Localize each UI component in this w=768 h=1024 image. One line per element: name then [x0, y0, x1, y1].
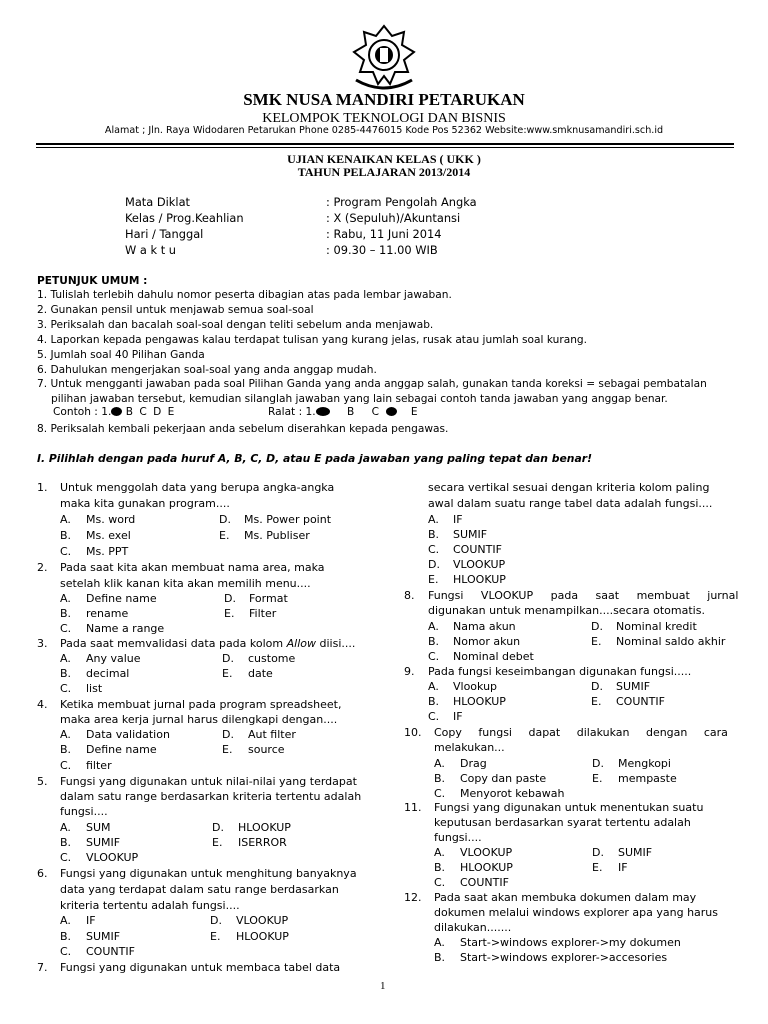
option-letter: B.	[60, 529, 72, 542]
option-letter: C.	[60, 545, 72, 558]
question-text: Fungsi yang digunakan untuk membaca tabel data	[60, 961, 341, 974]
option-letter: E.	[224, 607, 235, 620]
option-letter: E.	[428, 573, 439, 586]
option-letter: D.	[592, 846, 604, 859]
question-text: fungsi....	[60, 805, 108, 818]
question-text: maka kita gunakan program....	[60, 497, 230, 510]
option-text: Define name	[86, 592, 157, 605]
option-letter: A.	[434, 846, 445, 859]
option-text: decimal	[86, 667, 130, 680]
option-letter: A.	[60, 914, 71, 927]
option-text: Ms. word	[86, 513, 136, 526]
question-text: Untuk menggolah data yang berupa angka-angka	[60, 481, 335, 494]
option-text: SUMIF	[453, 528, 488, 541]
option-letter: A.	[60, 728, 71, 741]
option-letter: C.	[434, 876, 446, 889]
option-text: Ms. PPT	[86, 545, 129, 558]
option-text: list	[86, 682, 103, 695]
option-letter: B.	[60, 667, 72, 680]
option-text: Ms. exel	[86, 529, 131, 542]
question-number: 6.	[37, 867, 48, 880]
ralat-example	[268, 406, 418, 418]
question-text: secara vertikal sesuai dengan kriteria kolom paling	[428, 481, 710, 494]
question-text: maka area kerja jurnal harus dilengkapi dengan....	[60, 713, 338, 726]
question-text: digunakan untuk menampilkan....secara otomatis.	[428, 604, 705, 617]
option-text: Nominal debet	[453, 650, 534, 663]
option-letter: D.	[591, 680, 603, 693]
info-label: Mata Diklat	[125, 195, 191, 209]
option-letter: B.	[428, 635, 440, 648]
petunjuk-item: 3. Periksalah dan bacalah soal-soal dengan teliti sebelum anda menjawab.	[37, 319, 434, 331]
option-letter: A.	[60, 513, 71, 526]
option-letter: D.	[222, 728, 234, 741]
ralat-label: Ralat : 1.	[268, 406, 316, 418]
option-letter: E.	[222, 667, 233, 680]
school-group: KELOMPOK TEKNOLOGI DAN BISNIS	[262, 111, 506, 126]
page-number: 1	[380, 980, 386, 992]
petunjuk-item: 6. Dahulukan mengerjakan soal-soal yang anda anggap mudah.	[37, 364, 377, 376]
school-address: Alamat ; Jln. Raya Widodaren Petarukan Phone 0285-4476015 Kode Pos 52362 Website:www.smknusamandiri.sch.id	[104, 125, 664, 136]
option-text: SUM	[86, 821, 111, 834]
petunjuk-item: 2. Gunakan pensil untuk menjawab semua soal-soal	[37, 304, 314, 316]
ralat-letter: E	[410, 406, 418, 418]
question-number: 3.	[37, 637, 48, 650]
option-letter: C.	[428, 650, 440, 663]
header-rule-thick	[36, 143, 734, 145]
filled-answer-icon	[111, 407, 122, 416]
option-letter: D.	[222, 652, 234, 665]
filled-answer-icon	[316, 407, 330, 416]
info-value: : Rabu, 11 Juni 2014	[326, 227, 442, 241]
question-number: 7.	[37, 961, 48, 974]
question-text: dilakukan.......	[434, 921, 512, 934]
question-text	[60, 637, 355, 650]
option-letter: E.	[592, 772, 603, 785]
option-letter: D.	[210, 914, 222, 927]
option-text: IF	[86, 914, 96, 927]
option-text: filter	[86, 759, 112, 772]
option-text: Nama akun	[453, 620, 516, 633]
option-letter: E.	[219, 529, 230, 542]
question-text: awal dalam suatu range tabel data adalah fungsi....	[428, 497, 713, 510]
option-text: HLOOKUP	[453, 573, 506, 586]
question-text: Fungsi VLOOKUP pada saat membuat jurnal	[428, 589, 739, 602]
option-letter: E.	[591, 635, 602, 648]
option-text: Vlookup	[453, 680, 498, 693]
contoh-letters: B C D E	[125, 406, 175, 418]
question-text: Pada fungsi keseimbangan digunakan fungsi.....	[428, 665, 692, 678]
option-text: IF	[618, 861, 628, 874]
header-rule-thin	[36, 147, 734, 148]
option-text: VLOOKUP	[236, 914, 289, 927]
question-number: 11.	[404, 801, 422, 814]
info-value: : X (Sepuluh)/Akuntansi	[326, 211, 461, 225]
ralat-letter: B	[347, 406, 355, 418]
petunjuk-item: 8. Periksalah kembali pekerjaan anda sebelum diserahkan kepada pengawas.	[37, 423, 449, 435]
question-text: dokumen melalui windows explorer apa yang harus	[434, 906, 719, 919]
option-letter: C.	[60, 759, 72, 772]
option-letter: D.	[224, 592, 236, 605]
question-text: data yang terdapat dalam satu range berdasarkan	[60, 883, 339, 896]
option-text: HLOOKUP	[238, 821, 291, 834]
question-text: Pada saat akan membuka dokumen dalam may	[434, 891, 697, 904]
option-letter: C.	[60, 682, 72, 695]
option-text: Start->windows explorer->accesories	[460, 951, 668, 964]
question-text: Fungsi yang digunakan untuk nilai-nilai yang terdapat	[60, 775, 357, 788]
instruction: I. Pilihlah dengan pada huruf A, B, C, D, atau E pada jawaban yang paling tepat dan benar!	[37, 452, 592, 465]
option-text: Mengkopi	[618, 757, 671, 770]
option-letter: B.	[434, 861, 446, 874]
option-text: Format	[249, 592, 288, 605]
question-text: keputusan berdasarkan syarat tertentu adalah	[434, 816, 691, 829]
school-logo	[346, 22, 422, 96]
option-letter: B.	[434, 951, 446, 964]
question-text: melakukan...	[434, 741, 505, 754]
option-text: COUNTIF	[86, 945, 135, 958]
option-letter: B.	[60, 607, 72, 620]
option-text: rename	[86, 607, 129, 620]
info-label: Hari / Tanggal	[125, 227, 204, 241]
option-text: VLOOKUP	[86, 851, 139, 864]
option-text: Define name	[86, 743, 157, 756]
question-number: 1.	[37, 481, 48, 494]
option-letter: B.	[60, 930, 72, 943]
info-label: W a k t u	[125, 243, 177, 257]
petunjuk-item: 4. Laporkan kepada pengawas kalau terdapat tulisan yang kurang jelas, rusak atau jumlah soal kurang.	[37, 334, 588, 346]
option-text: Ms. Publiser	[244, 529, 310, 542]
option-text: COUNTIF	[616, 695, 665, 708]
option-letter: E.	[212, 836, 223, 849]
question-text: Fungsi yang digunakan untuk menghitung banyaknya	[60, 867, 357, 880]
option-letter: C.	[60, 851, 72, 864]
exam-title: UJIAN KENAIKAN KELAS ( UKK )	[287, 152, 481, 166]
option-letter: D.	[592, 757, 604, 770]
option-letter: A.	[428, 680, 439, 693]
info-label: Kelas / Prog.Keahlian	[125, 211, 244, 225]
option-letter: A.	[428, 513, 439, 526]
option-letter: A.	[434, 757, 445, 770]
question-text: Copy fungsi dapat dilakukan dengan cara	[434, 726, 728, 739]
option-text: date	[248, 667, 273, 680]
option-letter: E.	[222, 743, 233, 756]
question-number: 9.	[404, 665, 415, 678]
option-letter: C.	[434, 787, 446, 800]
question-text: Fungsi yang digunakan untuk menentukan suatu	[434, 801, 704, 814]
option-letter: E.	[210, 930, 221, 943]
petunjuk-item: pilihan jawaban tersebut, kemudian silanglah jawaban yang lain sebagai contoh tanda jawaban yang anggap benar.	[51, 393, 668, 405]
option-text: SUMIF	[618, 846, 653, 859]
option-text: VLOOKUP	[453, 558, 506, 571]
option-text: IF	[453, 513, 463, 526]
filled-answer-icon	[386, 407, 397, 416]
option-letter: E.	[591, 695, 602, 708]
option-letter: C.	[60, 945, 72, 958]
option-text: Any value	[86, 652, 141, 665]
option-text: Menyorot kebawah	[460, 787, 565, 800]
option-letter: D.	[428, 558, 440, 571]
option-text: Copy dan paste	[460, 772, 547, 785]
petunjuk-item: 1. Tulislah terlebih dahulu nomor peserta dibagian atas pada lembar jawaban.	[37, 289, 452, 301]
option-text: Filter	[249, 607, 277, 620]
info-value: : Program Pengolah Angka	[326, 195, 477, 209]
option-text: SUMIF	[86, 836, 121, 849]
option-text: custome	[248, 652, 296, 665]
option-letter: E.	[592, 861, 603, 874]
school-name: SMK NUSA MANDIRI PETARUKAN	[243, 90, 525, 109]
question-number: 10.	[404, 726, 422, 739]
option-letter: C.	[428, 543, 440, 556]
question-text-part: diisi....	[316, 637, 356, 650]
option-text: ISERROR	[238, 836, 287, 849]
option-text: Start->windows explorer->my dokumen	[460, 936, 681, 949]
option-text: SUMIF	[616, 680, 651, 693]
option-letter: D.	[591, 620, 603, 633]
option-text: COUNTIF	[453, 543, 502, 556]
option-text: Aut filter	[248, 728, 296, 741]
option-letter: B.	[60, 836, 72, 849]
question-number: 5.	[37, 775, 48, 788]
option-letter: B.	[60, 743, 72, 756]
option-text: source	[248, 743, 285, 756]
contoh-label: Contoh : 1.	[53, 406, 112, 418]
option-letter: A.	[428, 620, 439, 633]
option-letter: B.	[428, 528, 440, 541]
question-number: 2.	[37, 561, 48, 574]
question-text: dalam satu range berdasarkan kriteria tertentu adalah	[60, 790, 362, 803]
option-text: Nominal kredit	[616, 620, 697, 633]
exam-year: TAHUN PELAJARAN 2013/2014	[297, 165, 471, 179]
option-text: mempaste	[618, 772, 677, 785]
option-text: HLOOKUP	[460, 861, 513, 874]
option-letter: D.	[219, 513, 231, 526]
option-letter: D.	[212, 821, 224, 834]
option-text: Drag	[460, 757, 487, 770]
option-text: VLOOKUP	[460, 846, 513, 859]
option-text: Data validation	[86, 728, 170, 741]
option-text: HLOOKUP	[236, 930, 289, 943]
question-text: setelah klik kanan kita akan memilih menu....	[60, 577, 311, 590]
option-text: Nomor akun	[453, 635, 521, 648]
question-number: 4.	[37, 698, 48, 711]
option-letter: C.	[428, 710, 440, 723]
question-text: fungsi....	[434, 831, 482, 844]
option-text: Name a range	[86, 622, 165, 635]
option-letter: A.	[60, 821, 71, 834]
option-letter: B.	[428, 695, 440, 708]
question-number: 8.	[404, 589, 415, 602]
question-number: 12.	[404, 891, 422, 904]
option-text: IF	[453, 710, 463, 723]
option-letter: B.	[434, 772, 446, 785]
petunjuk-item: 5. Jumlah soal 40 Pilihan Ganda	[37, 349, 205, 361]
question-text: Ketika membuat jurnal pada program spreadsheet,	[60, 698, 342, 711]
contoh-example	[53, 406, 174, 418]
option-letter: A.	[60, 592, 71, 605]
option-text: SUMIF	[86, 930, 121, 943]
question-text-emphasis: Allow	[286, 637, 316, 650]
question-text: kriteria tertentu adalah fungsi....	[60, 899, 240, 912]
option-letter: A.	[60, 652, 71, 665]
question-text: Pada saat kita akan membuat nama area, maka	[60, 561, 325, 574]
info-value: : 09.30 – 11.00 WIB	[326, 243, 438, 257]
option-text: Nominal saldo akhir	[616, 635, 726, 648]
option-text: Ms. Power point	[244, 513, 332, 526]
ralat-letter: C	[371, 406, 380, 418]
option-letter: A.	[434, 936, 445, 949]
option-text: COUNTIF	[460, 876, 509, 889]
petunjuk-title: PETUNJUK UMUM :	[37, 275, 148, 287]
petunjuk-item: 7. Untuk mengganti jawaban pada soal Pilihan Ganda yang anda anggap salah, gunakan tanda koreksi = sebagai pembatalan	[37, 378, 707, 390]
question-text-part: Pada saat memvalidasi data pada kolom	[60, 637, 287, 650]
option-text: HLOOKUP	[453, 695, 506, 708]
option-letter: C.	[60, 622, 72, 635]
